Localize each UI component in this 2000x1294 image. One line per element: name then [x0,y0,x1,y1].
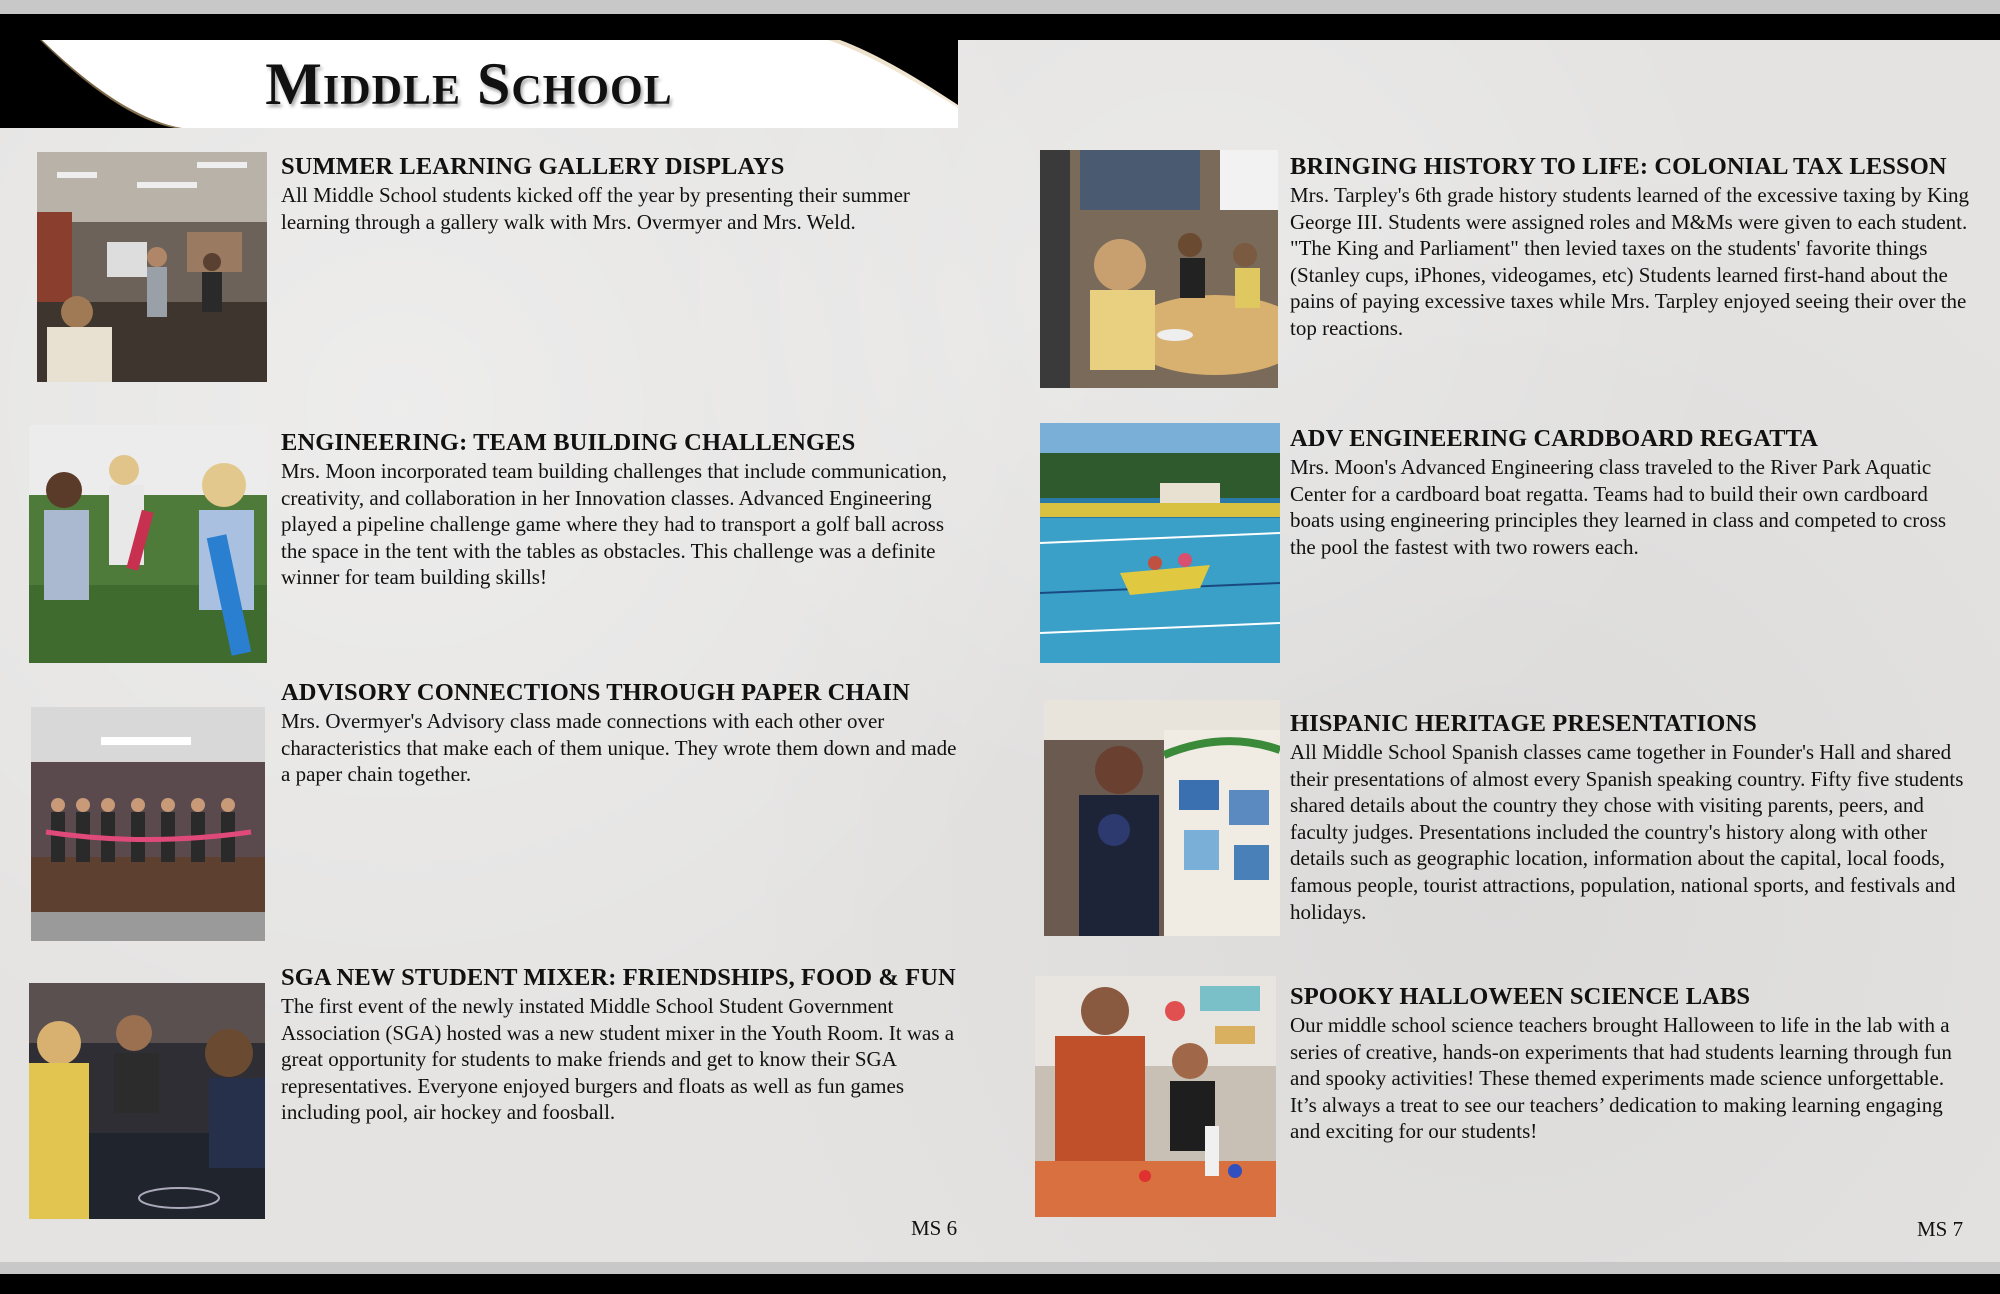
bottom-border [0,1262,2000,1274]
article-photo-advisory-chain [31,707,265,941]
article-hispanic-heritage [1290,708,1970,925]
page-number-right: MS 7 [1917,1217,1964,1241]
article-title: ADVISORY CONNECTIONS THROUGH PAPER CHAIN [281,679,910,706]
article-body: Mrs. Moon's Advanced Engineering class traveled to the River Park Aquatic Center for a cardboard boat regatta. Teams had to build their own cardboard boats using engineering principles they learned in class and competed to cross the pool the fastest with two rowers each. [1290,455,1947,559]
article-photo-summer-gallery [37,152,267,382]
article-photo-cardboard-regatta [1040,423,1280,663]
article-body: The first event of the newly instated Middle School Student Government Association (SGA) hosted was a new student mixer in the Youth Room. It was a great opportunity for students to make friends and get to know their SGA representatives. Everyone enjoyed burgers and floats as well as fun games including pool, air hockey and foosball. [281,994,955,1125]
article-title: ENGINEERING: TEAM BUILDING CHALLENGES [281,429,856,456]
top-border [0,0,2000,14]
article-photo-halloween-labs [1035,976,1276,1217]
article-advisory-chain [281,677,961,788]
article-title: BRINGING HISTORY TO LIFE: COLONIAL TAX LESSON [1290,153,1947,180]
article-colonial-tax [1290,151,1970,342]
article-sga-mixer [281,962,961,1126]
article-body: Mrs. Tarpley's 6th grade history students learned of the excessive taxing by King George III. Students were assigned roles and M&Ms were given to each student. "The King and Parliament" then levied taxes on the students' favorite things (Stanley cups, iPhones, videogames, etc) Students learned first-hand about the pains of paying excessive taxes while Mrs. Tarpley enjoyed seeing their over the top reactions. [1290,183,1970,340]
article-halloween-labs [1290,981,1970,1145]
top-black-band [0,14,2000,40]
article-title: HISPANIC HERITAGE PRESENTATIONS [1290,710,1757,737]
article-body: Mrs. Moon incorporated team building challenges that include communication, creativity, and collaboration in her Innovation classes. Advanced Engineering played a pipeline challenge game where they had to transport a golf ball across the space in the tent with the tables as obstacles. This challenge was a definite winner for team building skills! [281,459,948,590]
page-number-left: MS 6 [911,1216,958,1240]
article-body: All Middle School Spanish classes came together in Founder's Hall and shared their presentations of almost every Spanish speaking country. Fifty five students shared details about the country they chose with visiting parents, peers, and faculty judges. Presentations included the country's history along with other details such as geographic location, information about the capital, local foods, famous people, tourist attractions, population, national sports, and festivals and holidays. [1290,740,1964,924]
article-photo-sga-mixer [29,983,265,1219]
article-engineering-team [281,427,961,591]
article-body: Our middle school science teachers brought Halloween to life in the lab with a series of creative, hands-on experiments that had students learning through fun and spooky activities! These themed experiments made science unforgettable. It’s always a treat to see our teachers’ dedication to making learning engaging and exciting for our students! [1290,1013,1952,1144]
article-summer-gallery [281,151,961,235]
article-title: SPOOKY HALLOWEEN SCIENCE LABS [1290,983,1751,1010]
article-photo-engineering-team [29,425,267,663]
article-title: ADV ENGINEERING CARDBOARD REGATTA [1290,425,1819,452]
article-title: SUMMER LEARNING GALLERY DISPLAYS [281,153,785,180]
article-photo-colonial-tax [1040,150,1278,388]
article-cardboard-regatta [1290,423,1970,560]
article-body: Mrs. Overmyer's Advisory class made connections with each other over characteristics that make each of them unique. They wrote them down and made a paper chain together. [281,709,957,787]
article-body: All Middle School students kicked off the year by presenting their summer learning through a gallery walk with Mrs. Overmyer and Mrs. Weld. [281,183,910,234]
article-title: SGA NEW STUDENT MIXER: FRIENDSHIPS, FOOD & FUN [281,964,956,991]
section-title: Middle School [265,50,673,117]
bottom-black-band [0,1274,2000,1294]
article-photo-hispanic-heritage [1044,700,1280,936]
